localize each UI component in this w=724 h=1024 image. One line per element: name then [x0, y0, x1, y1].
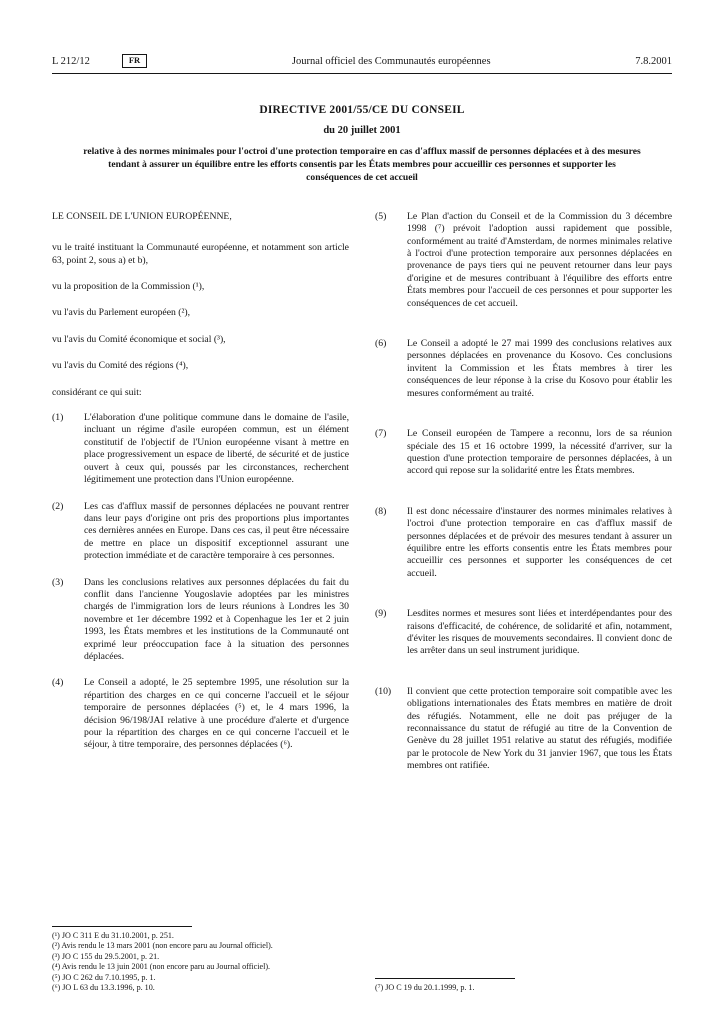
language-badge: FR — [122, 54, 147, 68]
preamble-citation: vu la proposition de la Commission (¹), — [52, 281, 205, 293]
recital-text: Il est donc nécessaire d'instaurer des normes minimales relatives à l'octroi d'une protection temporaire en cas d'afflux massif de personnes déplacées et de prévoir des mesures tendant à assurer un équilibre entre les efforts consentis entre les États membres pour accueillir ces personnes et supporter les conséquences de cet accueil. — [407, 505, 672, 579]
footnote: (³) JO C 155 du 29.5.2001, p. 21. — [52, 951, 160, 961]
recital-4 — [52, 677, 349, 751]
recital-3 — [52, 577, 349, 664]
right-column — [375, 211, 672, 994]
footnote: (²) Avis rendu le 13 mars 2001 (non encore paru au Journal officiel). — [52, 941, 273, 951]
recital-number: (9) — [375, 608, 387, 620]
recital-number: (3) — [52, 576, 64, 588]
recital-2 — [52, 501, 349, 563]
footnote: (⁵) JO C 262 du 7.10.1995, p. 1. — [52, 972, 156, 982]
preamble-opening: LE CONSEIL DE L'UNION EUROPÉENNE, — [52, 210, 232, 222]
preamble-citation: vu l'avis du Comité économique et social (³), — [52, 333, 226, 345]
footnote-divider — [52, 926, 192, 927]
recital-text: Lesdites normes et mesures sont liées et interdépendantes pour des raisons d'efficacité, de cohérence, de solidarité et afin, notamment, d'éviter les risques de mouvements secondaires. Il convient donc de les arrêter dans un seul instrument juridique. — [407, 608, 672, 657]
preamble-lead-in: considérant ce qui suit: — [52, 386, 142, 398]
preamble-citation: vu l'avis du Parlement européen (²), — [52, 307, 191, 319]
recital-text: Il convient que cette protection temporaire soit compatible avec les obligations internationales des États membres en matière de droit des réfugiés. Notamment, elle ne doit pas préjuger de la reconnaissance du statut de réfugié au titre de la Convention de Genève du 28 juillet 1951 relative au statut des réfugiés, modifiée par le protocole de New York du 31 janvier 1967, que tous les États membres ont ratifiée. — [407, 685, 672, 772]
recital-9 — [375, 608, 672, 658]
journal-title: Journal officiel des Communautés européennes — [291, 55, 491, 67]
footnote-divider — [375, 978, 515, 979]
recital-text: Le Plan d'action du Conseil et de la Commission du 3 décembre 1998 (⁷) prévoit l'adoption aussi rapidement que possible, conformément au traité d'Amsterdam, de normes minimales relative à l'octroi d'une protection temporaire aux personnes déplacées en provenance de pays tiers qui ne peuvent retourner dans leur pays d'origine et de mesures contribuant à l'équilibre des efforts entre États membres pour l'accueil de ces personnes et pour supporter les conséquences de cet accueil. — [407, 210, 672, 309]
recital-6 — [375, 338, 672, 400]
recital-number: (8) — [375, 505, 387, 517]
recital-7 — [375, 428, 672, 478]
title-block — [52, 104, 672, 185]
recital-8 — [375, 506, 672, 580]
recital-number: (5) — [375, 210, 387, 222]
recital-number: (7) — [375, 428, 387, 440]
two-column-body — [52, 211, 672, 994]
recital-number: (1) — [52, 412, 64, 424]
issue-date: 7.8.2001 — [635, 55, 672, 67]
recital-text: Le Conseil a adopté le 27 mai 1999 des conclusions relatives aux personnes déplacées en provenance du Kosovo. Ces conclusions invitent la Commission et les États membres à tirer les conséquences de leur réponse à la crise du Kosovo pour établir les mesures conformément au traité. — [407, 338, 672, 399]
footnote: (⁶) JO L 63 du 13.3.1996, p. 10. — [52, 983, 155, 993]
recital-text: Dans les conclusions relatives aux personnes déplacées du fait du conflit dans l'ancienne Yougoslavie adoptées par les ministres chargés de l'immigration lors de leurs réunions à Londres les 30 novembre et 1er décembre 1992 et à Copenhague les 1er et 2 juin 1993, les États membres et les institutions de la Communauté ont exprimé leur préoccupation face à la situation des personnes déplacées. — [84, 576, 349, 662]
footnote: (⁴) Avis rendu le 13 juin 2001 (non encore paru au Journal officiel). — [52, 962, 271, 972]
page-header — [52, 54, 672, 68]
recital-number: (6) — [375, 338, 387, 350]
page-reference: L 212/12 — [52, 55, 90, 67]
recital-number: (4) — [52, 677, 64, 689]
recital-text: Les cas d'afflux massif de personnes déplacées ne pouvant rentrer dans leur pays d'origine ont pris des proportions plus importantes ces dernières années en Europe. Dans ces cas, il peut être nécessaire de mettre en place un dispositif exceptionnel assurant une protection immédiate et de caractère temporaire à ces personnes. — [84, 500, 349, 562]
recital-text: L'élaboration d'une politique commune dans le domaine de l'asile, incluant un régime d'asile européen commun, est un élément constitutif de l'objectif de l'Union européenne visant à mettre en place progressivement un espace de liberté, de sécurité et de justice ouvert à ceux qui, poussés par les circonstances, recherchent légitimement une protection dans l'Union européenne. — [84, 412, 349, 486]
preamble-citation: vu le traité instituant la Communauté européenne, et notamment son article 63, point 2, sous a) et b), — [52, 242, 349, 266]
recital-1 — [52, 412, 349, 486]
footnote: (¹) JO C 311 E du 31.10.2001, p. 251. — [52, 930, 174, 940]
header-divider — [52, 73, 672, 74]
recital-number: (2) — [52, 500, 64, 512]
left-footnotes — [52, 918, 349, 994]
recital-5 — [375, 211, 672, 310]
preamble-citation: vu l'avis du Comité des régions (⁴), — [52, 360, 189, 372]
directive-date: du 20 juillet 2001 — [323, 125, 401, 136]
recital-10 — [375, 686, 672, 773]
left-column — [52, 211, 349, 994]
directive-subtitle: relative à des normes minimales pour l'octroi d'une protection temporaire en cas d'afflux massif de personnes déplacées et à des mesures tendant à assurer un équilibre entre les efforts consentis par les États membres pour accueillir ces personnes et supporter les conséquences de cet accueil — [83, 146, 641, 183]
recital-number: (10) — [375, 685, 392, 697]
directive-title: DIRECTIVE 2001/55/CE DU CONSEIL — [259, 104, 465, 116]
recital-text: Le Conseil européen de Tampere a reconnu, lors de sa réunion spéciale des 15 et 16 octobre 1999, la nécessité d'arriver, sur la question d'une protection temporaire de personnes déplacées, à un accord qui repose sur la solidarité entre les États membres. — [407, 428, 672, 477]
right-footnotes — [375, 970, 672, 994]
recital-text: Le Conseil a adopté, le 25 septembre 1995, une résolution sur la répartition des charges en ce qui concerne l'accueil et le séjour temporaire de personnes déplacées (⁵) et, le 4 mars 1996, la décision 96/198/JAI relative à une procédure d'alerte et d'urgence pour la répartition des charges en ce qui concerne l'accueil et le séjour, à titre temporaire, des personnes déplacées (⁶). — [84, 677, 349, 751]
footnote: (⁷) JO C 19 du 20.1.1999, p. 1. — [375, 983, 475, 993]
